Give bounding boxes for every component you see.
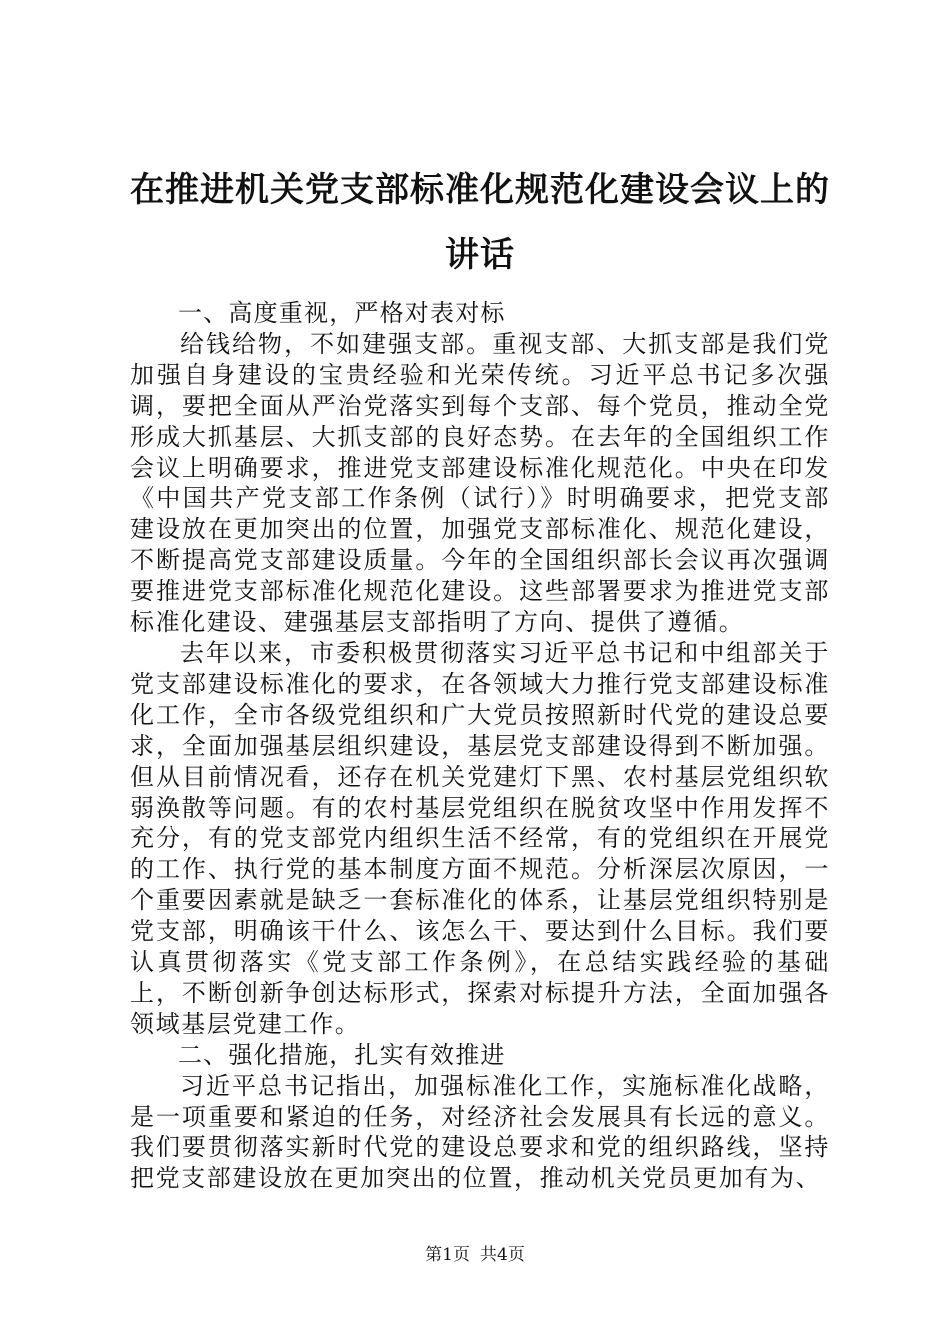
page-footer — [0, 1243, 950, 1267]
section-heading-2: 二、强化措施，扎实有效推进 — [178, 1040, 506, 1069]
title-line-2: 讲话 — [445, 235, 515, 275]
paragraph-1: 给钱给物，不如建强支部。重视支部、大抓支部是我们党加强自身建设的宝贵经验和光荣传统。习近平总书记多次强调，要把全面从严治党落实到每个支部、每个党员，推动全党形成大抓基层、大抓支部的良好态势。在去年的全国组织工作会议上明确要求，推进党支部建设标准化规范化。中央在印发《中国共产党支部工作条例（试行）》时明确要求，把党支部建设放在更加突出的位置，加强党支部标准化、规范化建设，不断提高党支部建设质量。今年的全国组织部长会议再次强调要推进党支部标准化规范化建设。这些部署要求为推进党支部标准化建设、建强基层支部指明了方向、提供了遵循。 — [130, 329, 830, 637]
page-total: 共4页 — [480, 1245, 525, 1265]
page-number: 第1页 — [425, 1245, 470, 1265]
document-body — [130, 298, 830, 1194]
paragraph-2: 去年以来，市委积极贯彻落实习近平总书记和中组部关于党支部建设标准化的要求，在各领域大力推行党支部建设标准化工作，全市各级党组织和广大党员按照新时代党的建设总要求，全面加强基层组织建设，基层党支部建设得到不断加强。但从目前情况看，还存在机关党建灯下黑、农村基层党组织软弱涣散等问题。有的农村基层党组织在脱贫攻坚中作用发挥不充分，有的党支部党内组织生活不经常，有的党组织在开展党的工作、执行党的基本制度方面不规范。分析深层次原因，一个重要因素就是缺乏一套标准化的体系，让基层党组织特别是党支部，明确该干什么、该怎么干、要达到什么目标。我们要认真贯彻落实《党支部工作条例》，在总结实践经验的基础上，不断创新争创达标形式，探索对标提升方法，全面加强各领域基层党建工作。 — [130, 638, 830, 1038]
title-line-1: 在推进机关党支部标准化规范化建设会议上的 — [130, 170, 830, 210]
paragraph-3: 习近平总书记指出，加强标准化工作，实施标准化战略，是一项重要和紧迫的任务，对经济社会发展具有长远的意义。我们要贯彻落实新时代党的建设总要求和党的组织路线，坚持把党支部建设放在更加突出的位置，推动机关党员更加有为、 — [130, 1071, 830, 1193]
section-heading-1: 一、高度重视，严格对表对标 — [178, 299, 506, 327]
document-title — [125, 158, 835, 288]
